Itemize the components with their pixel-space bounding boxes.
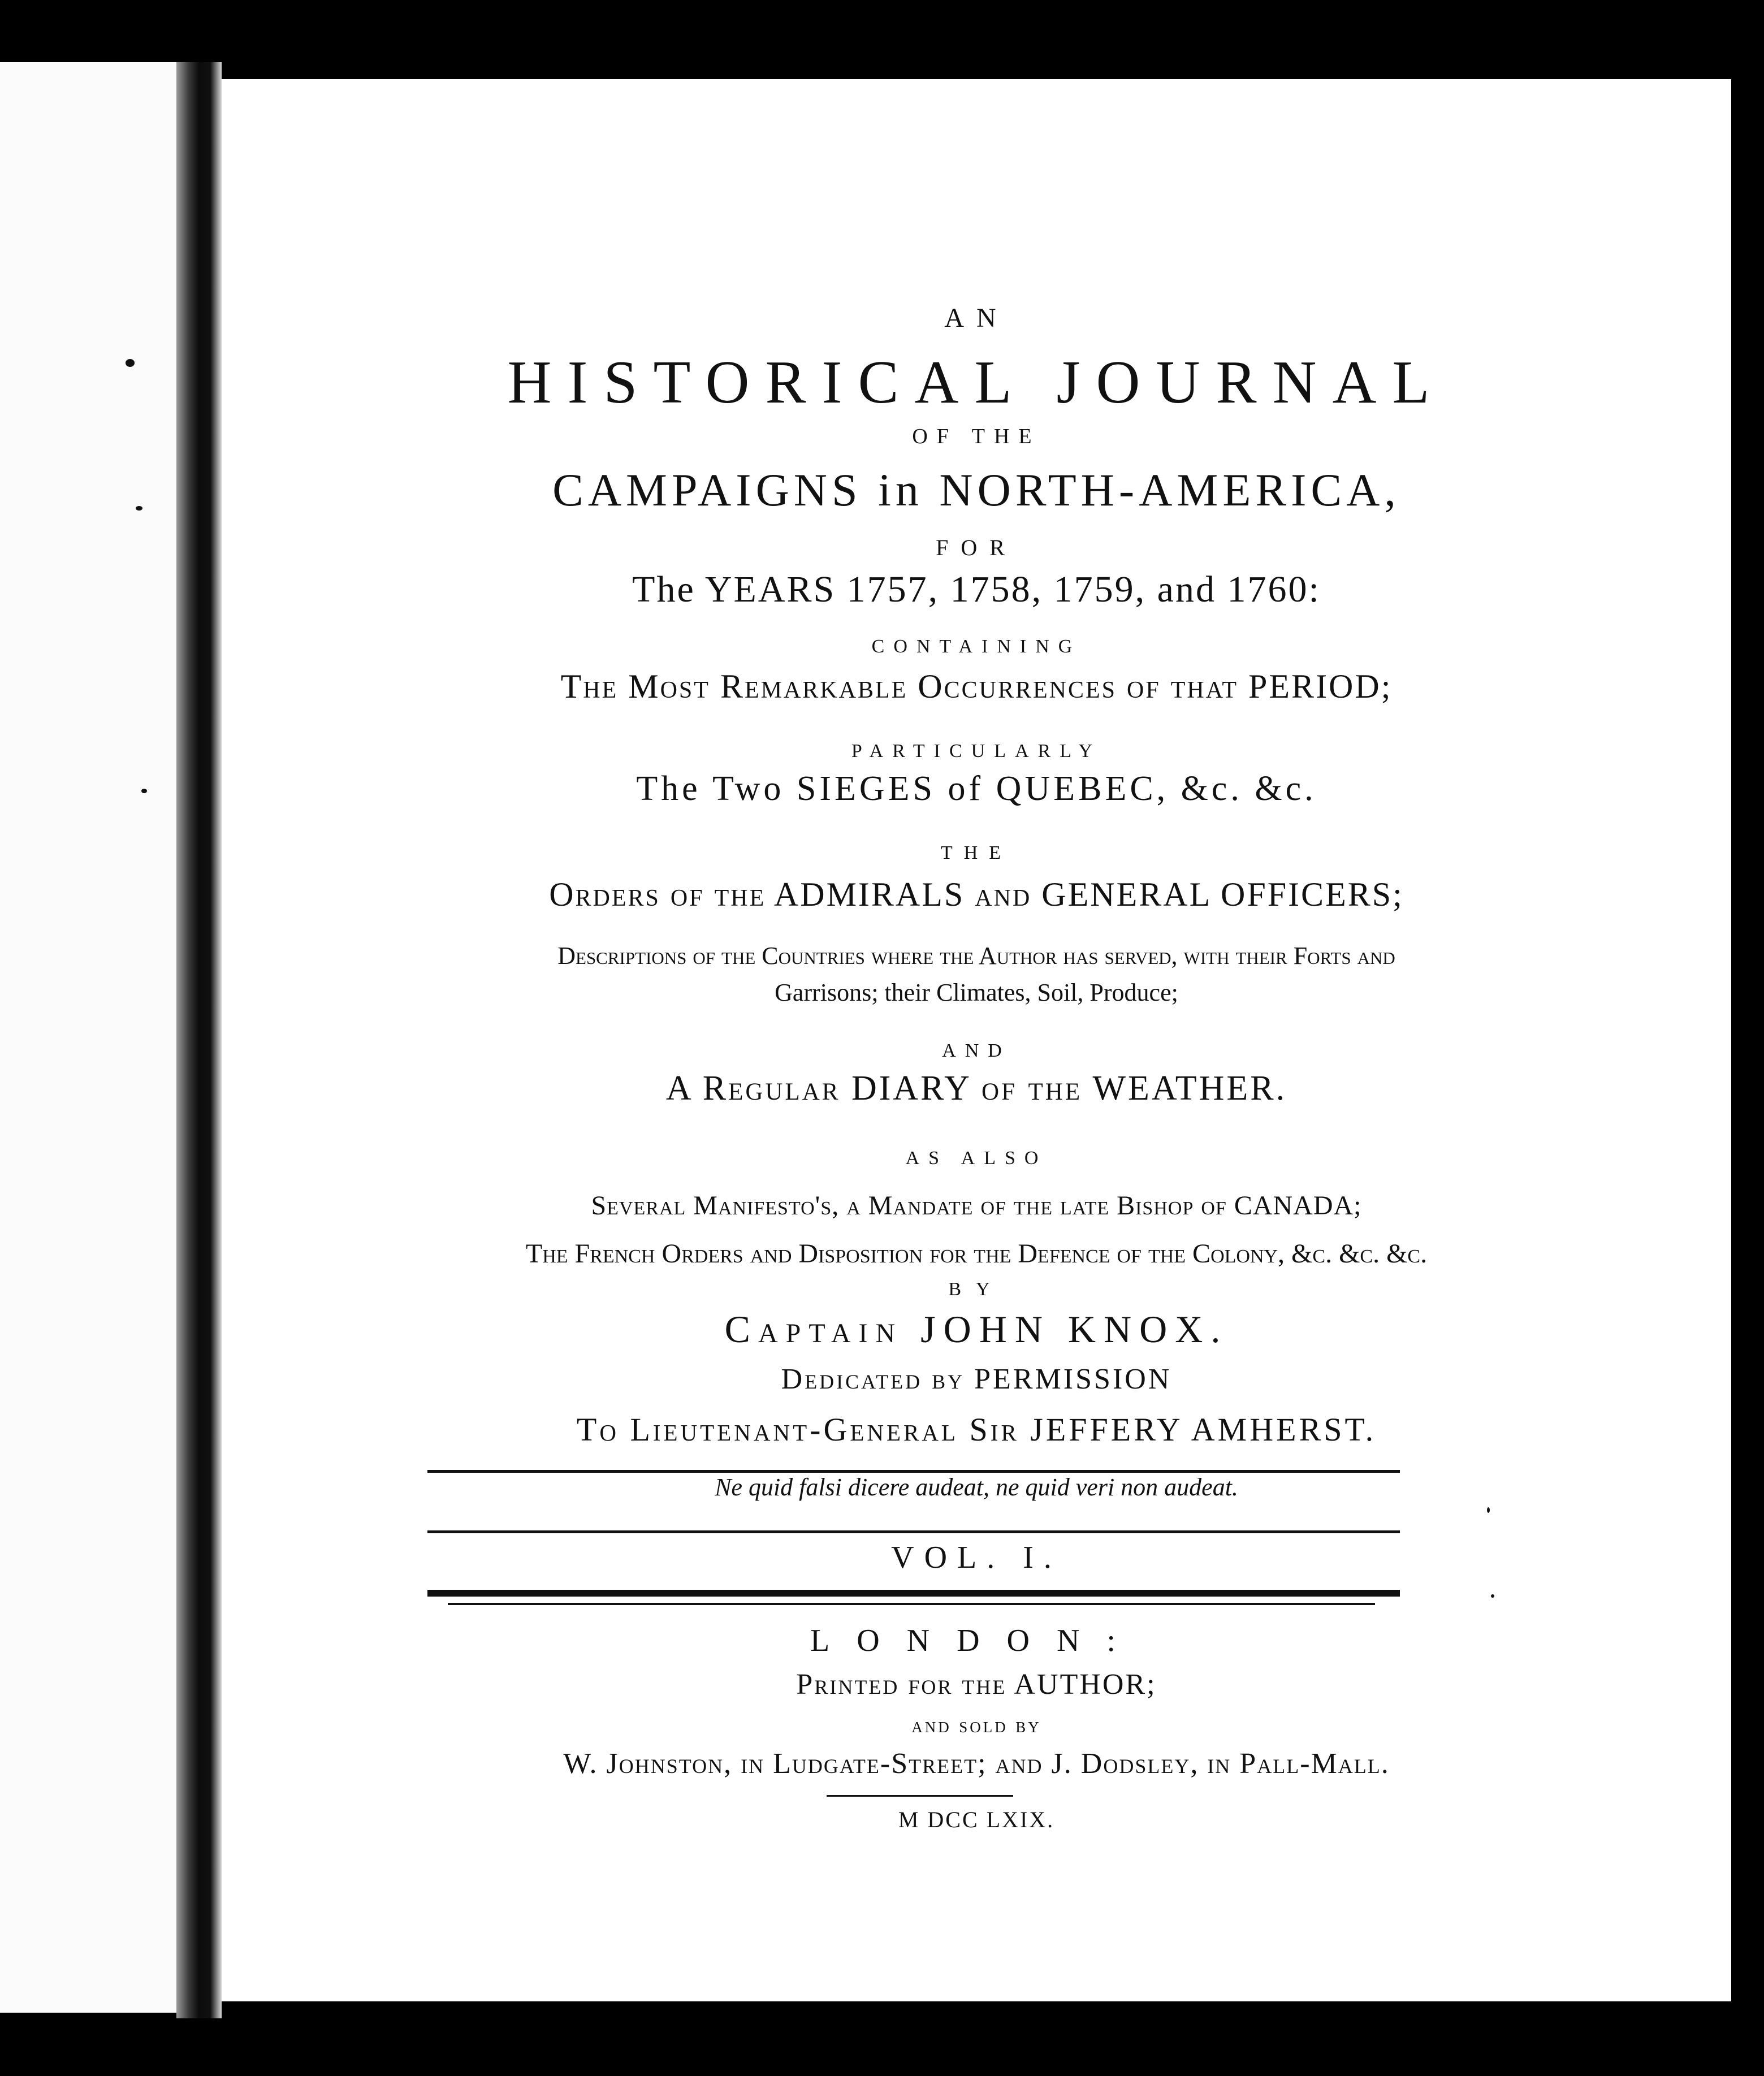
title-french-orders: The French Orders and Disposition for the Defence of the Colony, &c. &c. &c. — [525, 1239, 1428, 1269]
title-remarkable: The Most Remarkable Occurrences of that PERIOD; — [560, 668, 1393, 705]
title-containing: CONTAINING — [871, 636, 1082, 657]
ink-speck — [126, 359, 135, 367]
title-campaigns: CAMPAIGNS in NORTH-AMERICA, — [552, 464, 1400, 516]
title-an: AN — [944, 303, 1009, 333]
rule-thick-above-imprint — [427, 1590, 1400, 1597]
main-title: HISTORICAL JOURNAL — [507, 349, 1446, 416]
title-descriptions-line2: Garrisons; their Climates, Soil, Produce; — [775, 979, 1178, 1006]
title-author: Captain JOHN KNOX. — [724, 1308, 1229, 1351]
rule-below-motto — [427, 1530, 1400, 1533]
title-particularly: PARTICULARLY — [851, 741, 1102, 762]
imprint-date: M DCC LXIX. — [898, 1807, 1055, 1832]
title-dedicated: Dedicated by PERMISSION — [781, 1363, 1172, 1395]
title-years: The YEARS 1757, 1758, 1759, and 1760: — [632, 569, 1321, 610]
left-page-blank — [0, 62, 176, 2013]
imprint-printed-for: Printed for the AUTHOR; — [796, 1668, 1157, 1701]
book-gutter — [176, 62, 222, 2018]
ink-speck — [141, 789, 147, 793]
title-orders: Orders of the ADMIRALS and GENERAL OFFICERS; — [549, 876, 1404, 913]
title-of-the: OF THE — [912, 425, 1041, 448]
imprint-booksellers: W. Johnston, in Ludgate-Street; and J. Dodsley, in Pall-Mall. — [563, 1748, 1390, 1780]
ink-speck — [1491, 1594, 1494, 1598]
title-for: FOR — [936, 535, 1017, 560]
ink-speck — [136, 506, 142, 511]
title-volume: VOL. I. — [891, 1540, 1062, 1575]
imprint-london: LONDON: — [810, 1623, 1143, 1658]
title-dedicatee: To Lieutenant-General Sir JEFFERY AMHERST. — [576, 1411, 1377, 1448]
title-descriptions-line1: Descriptions of the Countries where the Author has served, with their Forts and — [557, 942, 1395, 970]
title-sieges: The Two SIEGES of QUEBEC, &c. &c. — [636, 769, 1317, 808]
ink-speck — [1487, 1507, 1490, 1513]
title-as-also: AS ALSO — [905, 1148, 1048, 1169]
imprint-sold-by: and sold by — [911, 1714, 1041, 1737]
rule-above-date — [827, 1795, 1013, 1797]
rule-thin-above-imprint — [448, 1603, 1375, 1605]
title-manifestos: Several Manifesto's, a Mandate of the late Bishop of CANADA; — [591, 1191, 1362, 1221]
title-by: BY — [948, 1279, 1005, 1300]
title-the: THE — [940, 842, 1013, 863]
title-page — [222, 79, 1731, 2001]
title-diary: A Regular DIARY of the WEATHER. — [665, 1069, 1287, 1108]
title-motto: Ne quid falsi dicere audeat, ne quid veri non audeat. — [715, 1473, 1238, 1501]
title-and: AND — [942, 1040, 1011, 1061]
